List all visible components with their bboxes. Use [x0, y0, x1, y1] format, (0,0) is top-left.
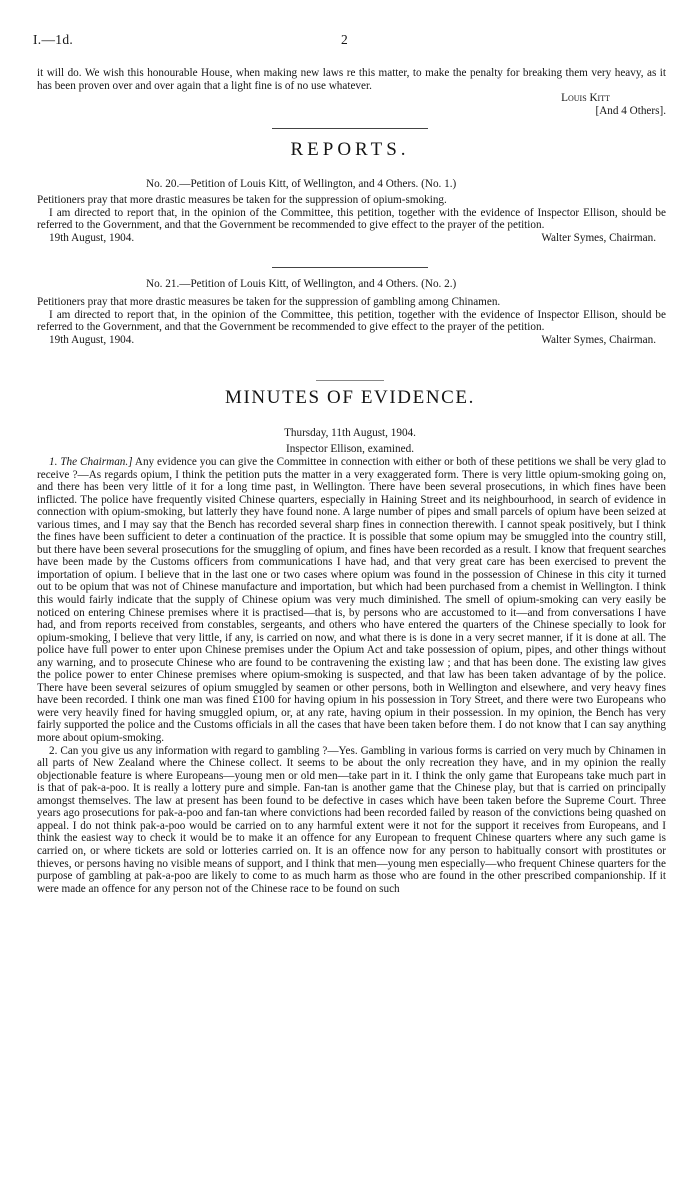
chairman-signature: Walter Symes, Chairman.: [541, 231, 656, 244]
document-reference: I.—1d.: [33, 32, 74, 47]
intro-paragraph: [37, 67, 666, 92]
reports-heading: REPORTS.: [290, 139, 410, 160]
divider-rule: [316, 380, 384, 381]
evidence-text: Any evidence you can give the Committee in connection with either or both of these petitions we shall be very glad to receive ?—As regards opium, I think the petition puts the matter in a very exaggerated form. There is very little opium-smoking going on, and there has been very little of it for a long time past, in Wellington. There have been several prosecutions, in which fines have been inflicted. The police have frequently visited Chinese quarters, especially in Haining Street and its neighbourhood, in search of evidence in connection with opium-smoking, but latterly they have found none. A large number of pipes and small parcels of opium have been seized at various times, and I may say that the Bench has recorded several sharp fines in connection therewith. I cannot speak positively, but I think the fines have been sufficient to deter a continuation of the practice. It is possible that some opium may be smuggled into the country still, but there have been several prosecutions for the smuggling of opium, and fines have been recorded as a result. I know that frequent searches have been made by the Customs officers from communications I have had, and that very great care has been exercised to prevent the importation of opium. I believe that in the last one or two cases where opium was found in the possession of Chinese in this city it turned out to be opium that was not of Chinese manufacture and importation, but which had been purchased from a chemist in Wellington. I think this would fairly indicate that the supply of Chinese opium was very much diminished. The smell of opium-smoking can very easily be noticed on entering Chinese premises where it is practised—that is, by persons who are accustomed to it—and from conversations I have had, and from reports received from constables, sergeants, and others who have entered the quarters of the Chinese specially to look for opium-smoking, I believe that very little, if any, is carried on now, and what there is is done in a very secret manner, if it is done at all. The police have full power to enter upon Chinese premises under the Opium Act and take possession of opium, pipes, and other things without any warning, and to prosecute Chinese who are found to be contravening the existing law ; and that has been done. The existing law gives the police power to enter Chinese premises where opium-smoking is suspected, and that law has been taken advantage of by the police. There have been several seizures of opium smuggled by seamen or other persons, both in Wellington and elsewhere, and very heavy fines have been recorded. I think one man was fined £100 for having opium in his possession in Tory Street, and there were two Europeans who were very heavily fined for having smuggled opium, or, at any rate, having opium in their possession. In my opinion, the Bench has very fairly supported the police and the Customs officials in all the cases that have been taken before them. I do not know that I can say anything more about opium-smoking.: [37, 456, 667, 745]
question-lead: 2.: [49, 744, 58, 757]
report-section: [37, 296, 666, 346]
petition-prayer: Petitioners pray that more drastic measures be taken for the suppression of opium-smoking.: [37, 194, 447, 206]
page-number: 2: [341, 32, 348, 47]
petition-title: No. 21.—Petition of Louis Kitt, of Wellington, and 4 Others. (No. 2.): [146, 278, 457, 290]
report-date: 19th August, 1904.: [49, 231, 135, 244]
report-text: I am directed to report that, in the opinion of the Committee, this petition, together with the evidence of Inspector Ellison, should be referred to the Government, and that the Government be recommended to give effect to the prayer of the petition.: [37, 308, 666, 334]
witness-line: Inspector Ellison, examined.: [285, 443, 414, 455]
evidence-body: [37, 456, 666, 895]
evidence-paragraph: [37, 745, 666, 896]
evidence-paragraph: [37, 456, 666, 745]
session-date: Thursday, 11th August, 1904.: [284, 427, 416, 439]
signer-name: Louis Kitt: [561, 92, 610, 104]
divider-rule: [272, 128, 428, 129]
chairman-signature: Walter Symes, Chairman.: [541, 333, 656, 346]
intro-text: it will do. We wish this honourable House, when making new laws re this matter, to make the penalty for breaking them very heavy, as it has been proven over and over again that a light fine is of no use whatever.: [37, 67, 666, 92]
intro-signature: [37, 92, 666, 117]
report-text: I am directed to report that, in the opinion of the Committee, this petition, together with the evidence of Inspector Ellison, should be referred to the Government, and that the Government be recommended to give effect to the prayer of the petition.: [37, 206, 666, 232]
divider-rule: [272, 267, 428, 268]
report-section: [37, 194, 666, 244]
evidence-text: Can you give us any information with regard to gambling ?—Yes. Gambling in various forms is carried on very much by Chinamen in all parts of New Zealand where the Chinese collect. It seems to be about the only recreation they have, and in my opinion the really objectionable feature is where Europeans—young men or old men—take part in it. I think the only game that Europeans take much part in is that of pak-a-poo. It is really a lottery pure and simple. Fan-tan is another game that the Chinese play, but that is carried on principally amongst themselves. The law at present has been found to be defective in cases which have been taken before the Supreme Court. Three years ago prosecutions for pak-a-poo and fan-tan where convictions had been recorded failed by reason of the convictions being quashed on appeal. I do not think pak-a-poo would be carried on to any harmful extent were it not for the support it receives from Europeans, and I think the easiest way to check it would be to make it an offence for any European to frequent Chinese quarters where any such game is carried on, or where tickets are sold or lotteries carried on. It is an offence now for any person to habitually consort with prostitutes or thieves, or persons having no visible means of support, and I think that men—young men especially—who frequent Chinese quarters for the purpose of gambling at pak-a-poo are likely to come to as much harm as those who are found in the other prescribed companionship. If it were made an offence for any person not of the Chinese race to be found on such: [37, 744, 666, 895]
minutes-heading: MINUTES OF EVIDENCE.: [225, 387, 475, 408]
signer-others: [And 4 Others].: [595, 104, 666, 117]
report-date: 19th August, 1904.: [49, 333, 135, 346]
question-lead: 1. The Chairman.]: [49, 456, 133, 468]
petition-title: No. 20.—Petition of Louis Kitt, of Wellington, and 4 Others. (No. 1.): [146, 178, 457, 190]
petition-prayer: Petitioners pray that more drastic measures be taken for the suppression of gambling among Chinamen.: [37, 296, 501, 308]
page-header: [33, 34, 667, 50]
